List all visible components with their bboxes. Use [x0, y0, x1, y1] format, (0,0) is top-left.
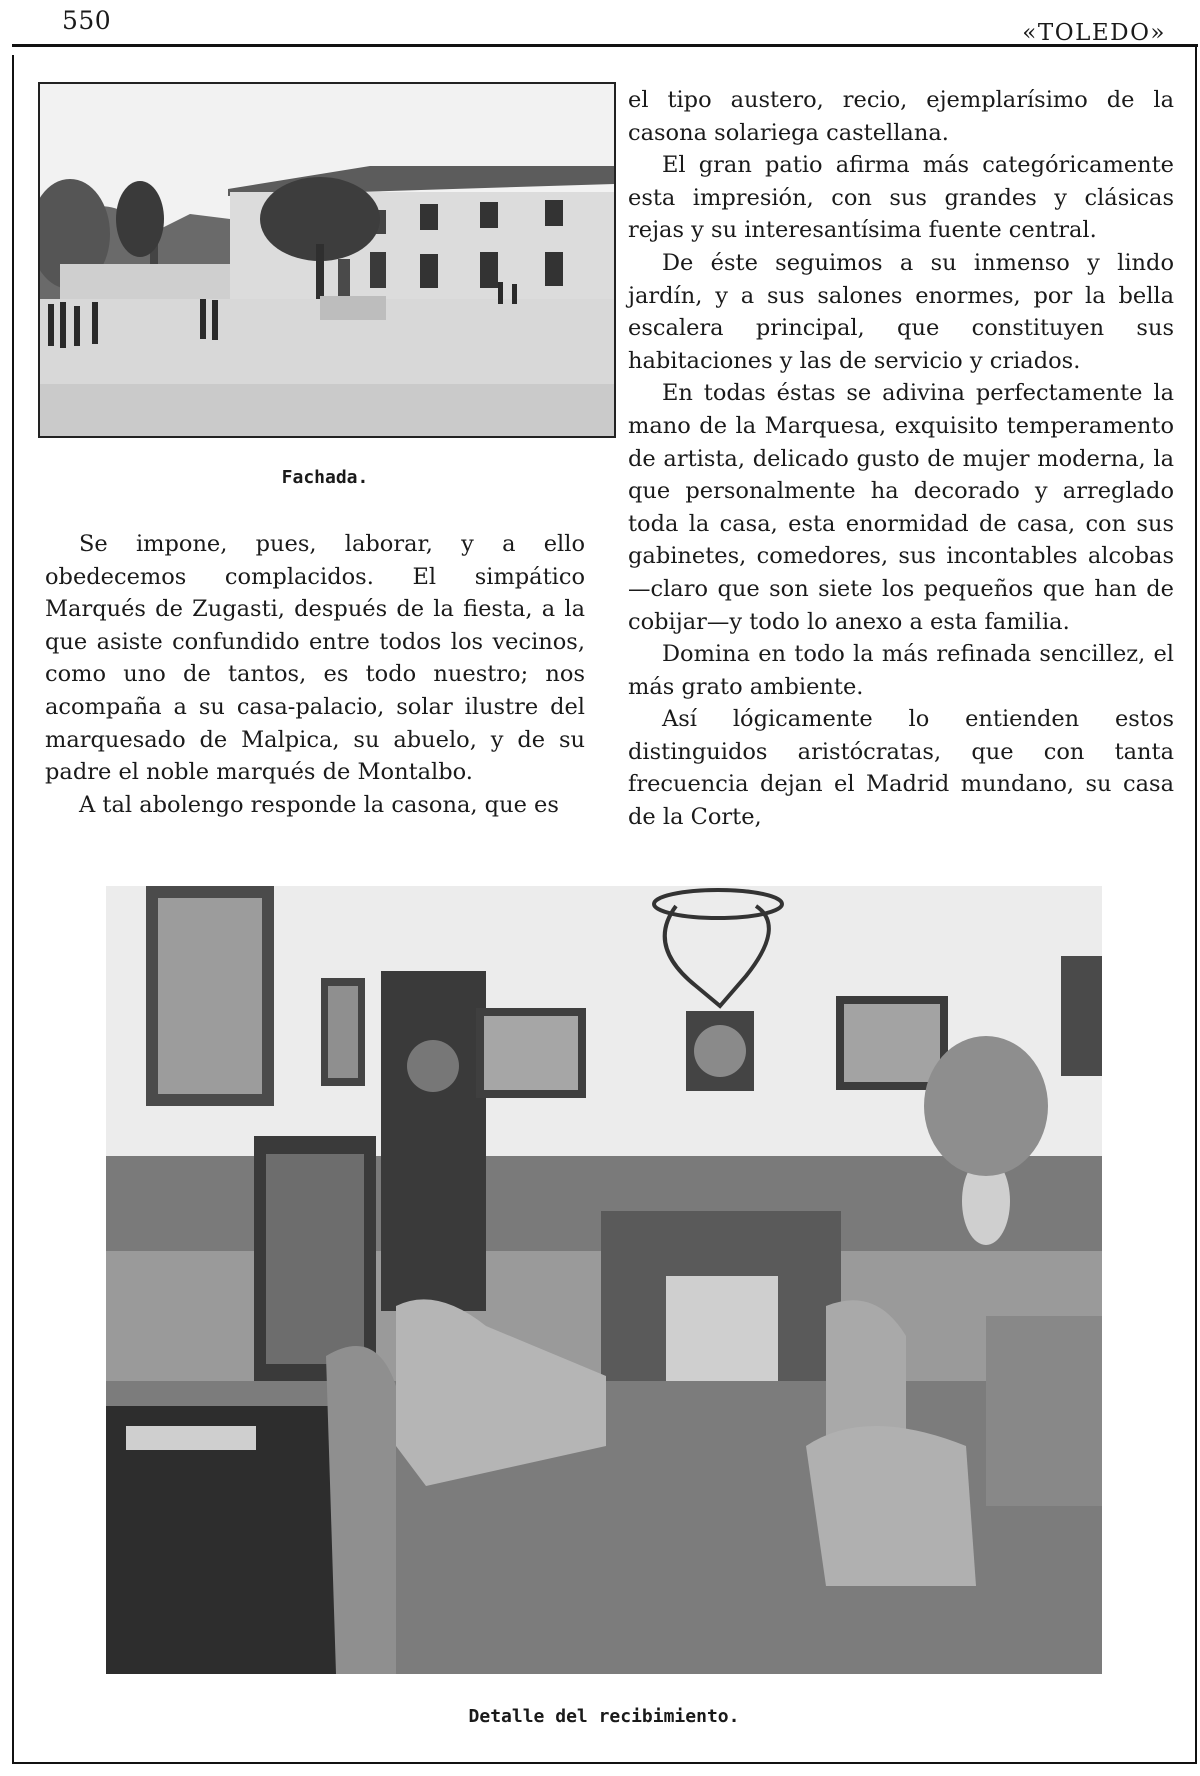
paragraph: el tipo austero, recio, ejemplarísimo de la casona solariega castellana.	[628, 87, 1174, 146]
right-text-column	[628, 84, 1174, 834]
paragraph: A tal abolengo responde la casona, que es	[79, 791, 559, 818]
top-rule	[12, 44, 1198, 47]
page-number: 550	[62, 6, 112, 35]
paragraph: De éste seguimos a su inmenso y lindo jardín, y a sus salones enormes, por la bella escalera principal, que constituyen sus habitaciones y las de servicio y criados.	[628, 249, 1174, 374]
right-border-rule	[1195, 46, 1197, 1764]
left-border-rule	[12, 55, 14, 1763]
running-title: «TOLEDO»	[1022, 20, 1166, 46]
interior-caption: Detalle del recibimiento.	[468, 1706, 740, 1727]
interior-photo	[106, 886, 1102, 1674]
paragraph: En todas éstas se adivina perfectamente la mano de la Marquesa, exquisito temperamento de artista, delicado gusto de mujer moderna, la que personalmente ha decorado y arreglado toda la casa, esta enormidad de casa, con sus gabinetes, comedores, sus incontables alcobas—claro que son siete los pequeños que han de cobijar—y todo lo anexo a esta familia.	[628, 380, 1174, 635]
bottom-rule	[12, 1762, 1197, 1764]
facade-photo	[38, 82, 616, 438]
paragraph: Se impone, pues, laborar, y a ello obedecemos complacidos. El simpático Marqués de Zugasti, después de la fiesta, a la que asiste confundido entre todos los vecinos, como uno de tantos, es todo nuestro; nos acompaña a su casa-palacio, solar ilustre del marquesado de Malpica, su abuelo, y de su padre el noble marqués de Montalbo.	[45, 531, 585, 786]
left-text-column	[45, 528, 585, 821]
paragraph: Domina en todo la más refinada sencillez, el más grato ambiente.	[628, 641, 1174, 700]
facade-caption: Fachada.	[281, 467, 369, 488]
paragraph: Así lógicamente lo entienden estos distinguidos aristócratas, que con tanta frecuencia dejan el Madrid mundano, su casa de la Corte,	[628, 706, 1174, 831]
paragraph: El gran patio afirma más categóricamente esta impresión, con sus grandes y clásicas rejas y su interesantísima fuente central.	[628, 152, 1174, 244]
